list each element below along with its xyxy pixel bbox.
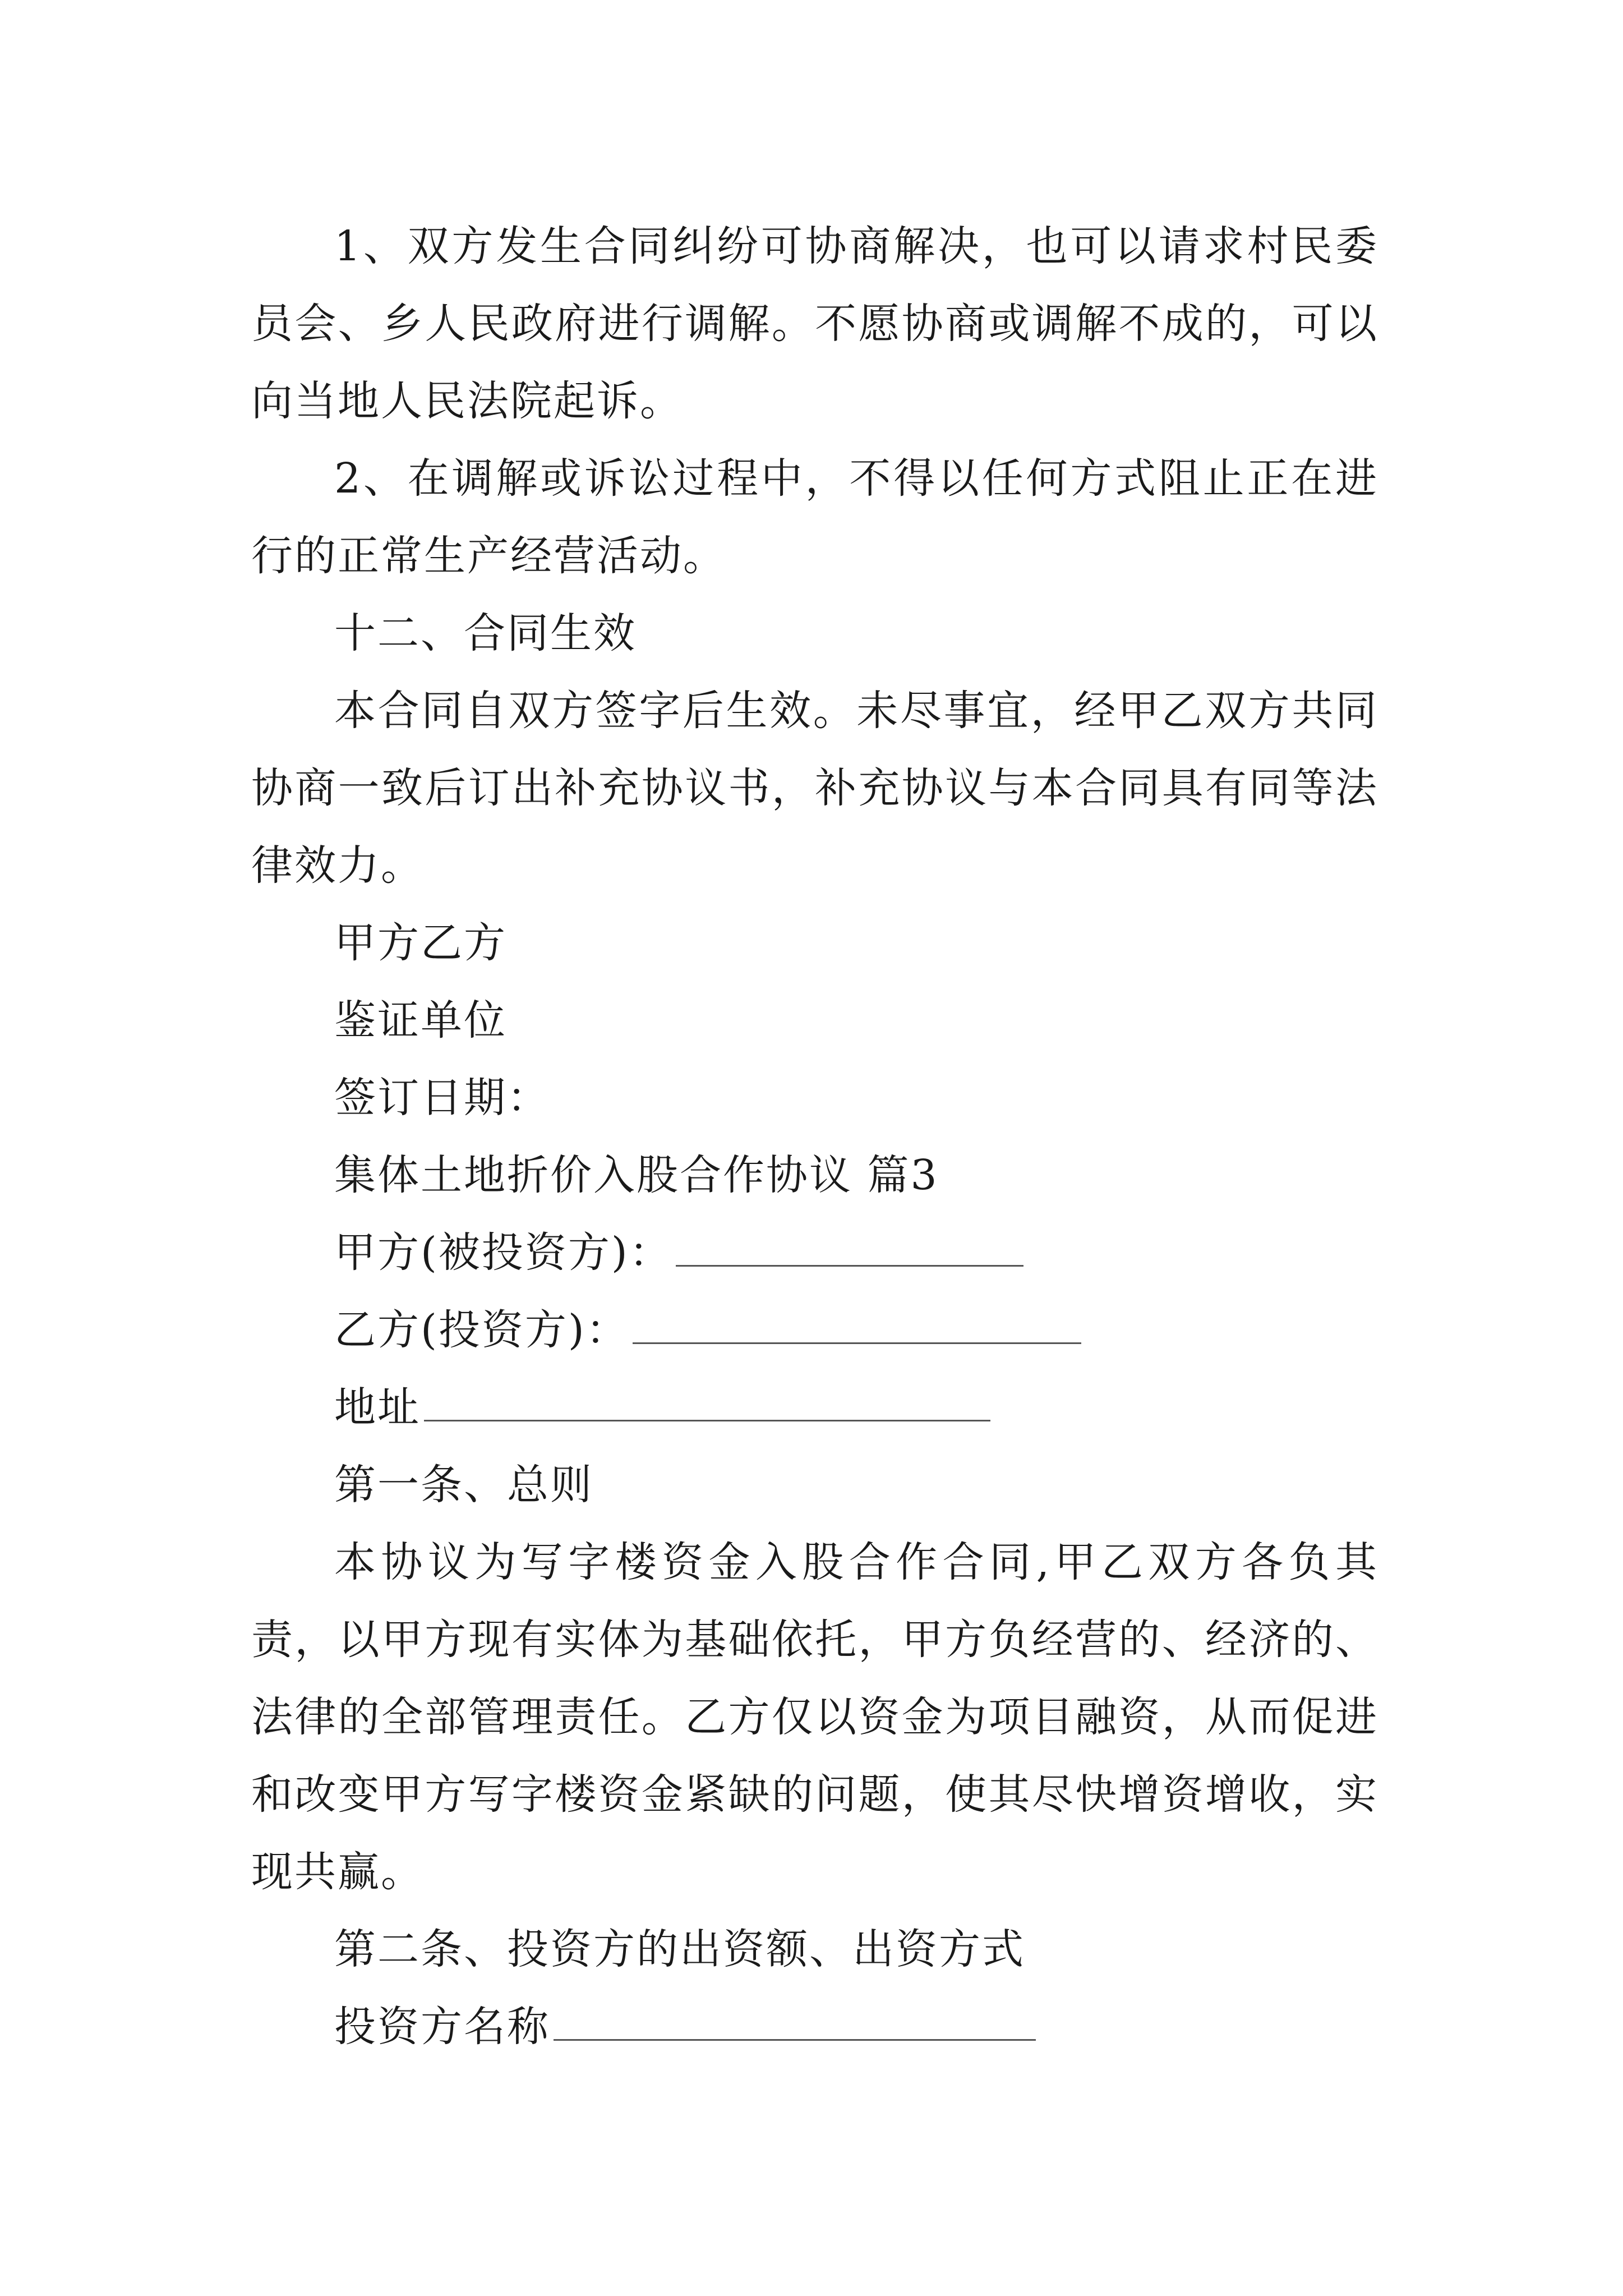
parties-line: 甲方乙方: [334, 919, 507, 967]
paragraph-mediation-process: 2、在调解或诉讼过程中，不得以任何方式阻止正在进行的正常生产经营活动。: [251, 454, 1378, 580]
section-heading-12: 十二、合同生效: [334, 609, 637, 657]
article-1-heading: 第一条、总则: [334, 1461, 593, 1509]
party-a-blank[interactable]: [676, 1231, 1023, 1267]
paragraph-general-provisions: 本协议为写字楼资金入股合作合同,甲乙双方各负其责，以甲方现有实体为基础依托，甲方负经营的、经济的、法律的全部管理责任。乙方仅以资金为项目融资，从而促进和改变甲方写字楼资金紧缺的问题，使其尽快增资增收，实现共赢。: [251, 1538, 1378, 1896]
sign-date-line: 签订日期：: [334, 1074, 550, 1122]
investor-name-line: [251, 1988, 1378, 2065]
paragraph-contract-effect: 本合同自双方签字后生效。未尽事宜，经甲乙双方共同协商一致后订出补充协议书，补充协议与本合同具有同等法律效力。: [251, 687, 1378, 890]
party-a-line: [251, 1214, 1378, 1291]
investor-name-blank[interactable]: [554, 2005, 1036, 2041]
witness-unit-line: 鉴证单位: [334, 996, 507, 1045]
document-body: [251, 208, 1378, 2065]
party-b-label: 乙方(投资方)：: [334, 1306, 629, 1354]
party-b-blank[interactable]: [633, 1309, 1081, 1344]
investor-name-label: 投资方名称: [334, 2003, 550, 2051]
address-blank[interactable]: [424, 1386, 990, 1421]
party-b-line: [251, 1291, 1378, 1369]
article-2-heading: 第二条、投资方的出资额、出资方式: [334, 1925, 1025, 1973]
address-label: 地址: [334, 1383, 421, 1432]
agreement-title-3: 集体土地折价入股合作协议 篇3: [334, 1151, 939, 1199]
paragraph-dispute-resolution: 1、双方发生合同纠纷可协商解决，也可以请求村民委员会、乡人民政府进行调解。不愿协商或调解不成的，可以向当地人民法院起诉。: [251, 222, 1378, 425]
address-line: [251, 1369, 1378, 1446]
party-a-label: 甲方(被投资方)：: [334, 1228, 672, 1277]
